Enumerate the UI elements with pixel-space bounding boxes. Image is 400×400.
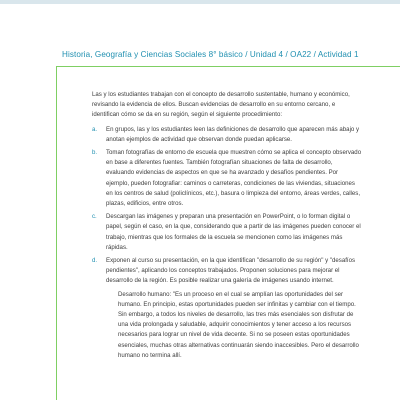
top-border [0, 0, 400, 4]
activity-content [62, 90, 362, 361]
item-text: Exponen al curso su presentación, en la que identifican "desarrollo de su región" y "desafíos pendientes", aplicando los conceptos trabajados. Proponen soluciones para mejorar el desarrollo de la región. Es posible realizar una galería de imágenes usando internet. [106, 257, 356, 285]
item-text: Descargan las imágenes y preparan una presentación en PowerPoint, o lo forman digital o papel, según el caso, en la que, considerando que a partir de las imágenes pueden conocer el trabajo, mientras que los formales de la escuela se mencionen como las imágenes más rápidas. [106, 213, 361, 251]
item-letter: c. [92, 213, 97, 221]
item-letter: d. [92, 257, 98, 265]
activity-item-c [62, 212, 362, 253]
definition-quote: Desarrollo humano: "Es un proceso en el cual se amplían las oportunidades del ser humano. En principio, estas oportunidades pueden ser infinitas y cambiar con el tiempo. Sin embargo, a todos los niveles de desarrollo, las tres más esenciales son disfrutar de una vida prolongada y saludable, adquirir conocimientos y tener acceso a los recursos necesarios para lograr un nivel de vida decente. Si no se poseen estas oportunidades esenciales, muchas otras alternativas continuarán siendo inaccesibles. Pero el desarrollo humano no termina allí. [118, 290, 359, 359]
item-text: En grupos, las y los estudiantes leen las definiciones de desarrollo que aparecen más abajo y anotan ejemplos de actividad que observan donde puedan aplicarse. [106, 125, 360, 143]
page-header-title: Historia, Geografía y Ciencias Sociales 8° básico / Unidad 4 / OA22 / Actividad 1 [62, 50, 359, 59]
item-letter: b. [92, 149, 98, 157]
activity-list [62, 125, 362, 287]
item-letter: a. [92, 125, 98, 133]
header-divider [56, 66, 400, 67]
item-text: Toman fotografías de entorno de escuela que muestren cómo se aplica el concepto observado en base a diferentes fuentes. También fotografían situaciones de falta de desarrollo, evaluando evidencias de aspectos en que se ha avanzado y desafíos pendientes. Por ejemplo, pueden fotografiar: caminos o carreteras, condiciones de las viviendas, situaciones en los centros de salud (policlínicos, etc.), basura o limpieza del entorno, áreas verdes, calles, plazas, edificios, entre otros. [106, 149, 362, 208]
activity-item-b [62, 148, 362, 209]
frame-left-border [56, 66, 57, 400]
activity-item-d [62, 256, 362, 287]
intro-paragraph: Las y los estudiantes trabajan con el concepto de desarrollo sustentable, humano y económico, revisando la evidencia de ellos. Buscan evidencias de desarrollo en su entorno cercano, e identifican cómo se da en su región, según el siguiente procedimiento: [92, 91, 350, 119]
activity-item-a [62, 125, 362, 145]
